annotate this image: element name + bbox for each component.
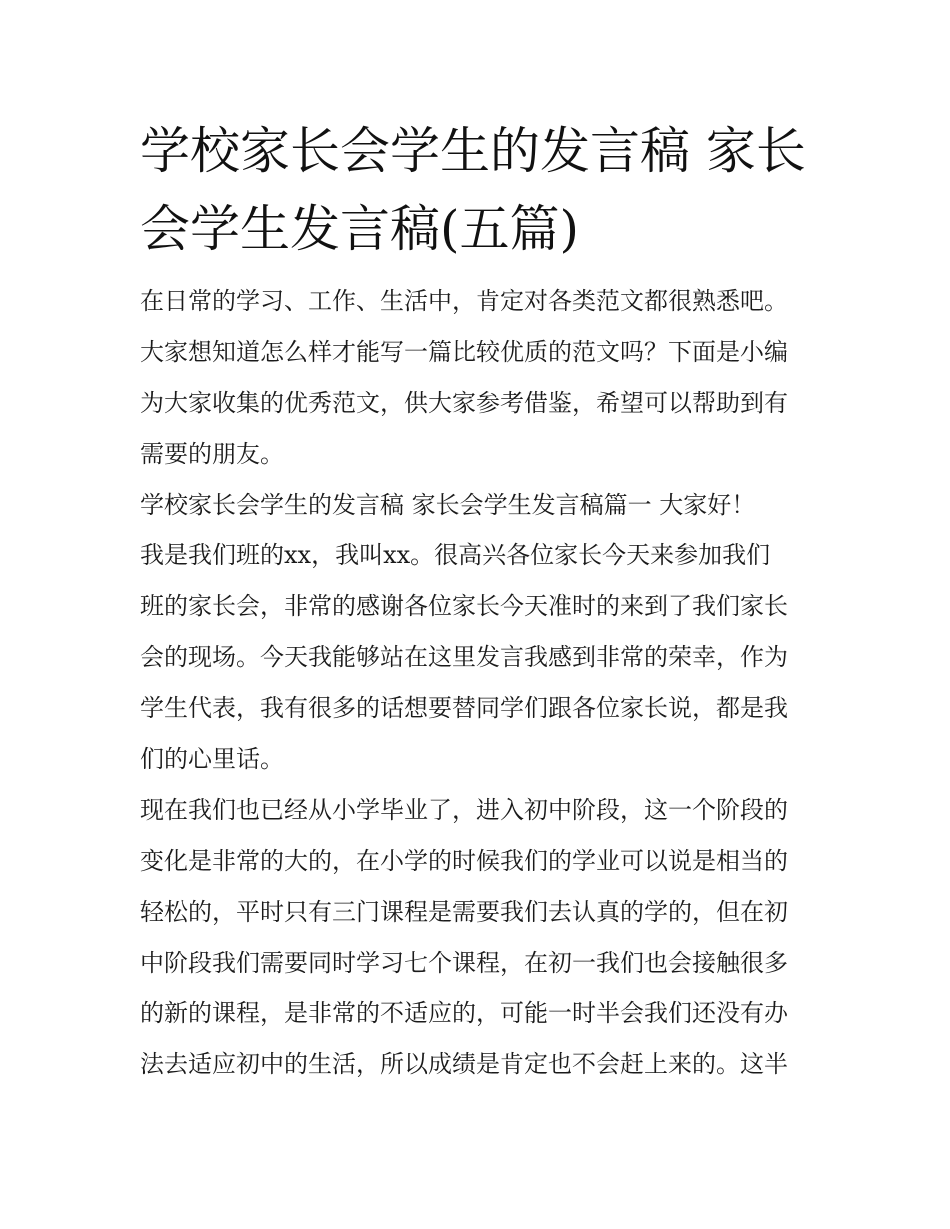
document-title — [140, 112, 820, 268]
body-line-6: 我是我们班的xx，我叫xx。很高兴各位家长今天来参加我们 — [140, 541, 771, 570]
body-line-15: 的新的课程，是非常的不适应的，可能一时半会我们还没有办 — [140, 999, 788, 1028]
body-line-13: 轻松的，平时只有三门课程是需要我们去认真的学的，但在初 — [140, 897, 788, 926]
body-line-5: 学校家长会学生的发言稿 家长会学生发言稿篇一 大家好！ — [140, 490, 756, 519]
body-line-8: 会的现场。今天我能够站在这里发言我感到非常的荣幸，作为 — [140, 643, 788, 672]
document-body — [140, 276, 830, 1090]
body-line-12: 变化是非常的大的，在小学的时候我们的学业可以说是相当的 — [140, 846, 788, 875]
body-line-1: 在日常的学习、工作、生活中，肯定对各类范文都很熟悉吧。 — [140, 287, 788, 315]
body-line-7: 班的家长会，非常的感谢各位家长今天准时的来到了我们家长 — [140, 592, 788, 621]
body-line-9: 学生代表，我有很多的话想要替同学们跟各位家长说，都是我 — [140, 694, 788, 723]
body-line-10: 们的心里话。 — [140, 745, 284, 774]
body-line-2: 大家想知道怎么样才能写一篇比较优质的范文吗？下面是小编 — [140, 337, 788, 366]
body-line-3: 为大家收集的优秀范文，供大家参考借鉴，希望可以帮助到有 — [140, 388, 788, 417]
title-line-1: 学校家长会学生的发言稿 家长 — [140, 122, 806, 180]
body-line-14: 中阶段我们需要同时学习七个课程，在初一我们也会接触很多 — [140, 948, 788, 977]
body-line-4: 需要的朋友。 — [140, 439, 284, 468]
body-line-16: 法去适应初中的生活，所以成绩是肯定也不会赶上来的。这半 — [140, 1050, 788, 1079]
body-line-11: 现在我们也已经从小学毕业了，进入初中阶段，这一个阶段的 — [140, 795, 788, 824]
title-line-2: 会学生发言稿(五篇) — [140, 200, 580, 258]
